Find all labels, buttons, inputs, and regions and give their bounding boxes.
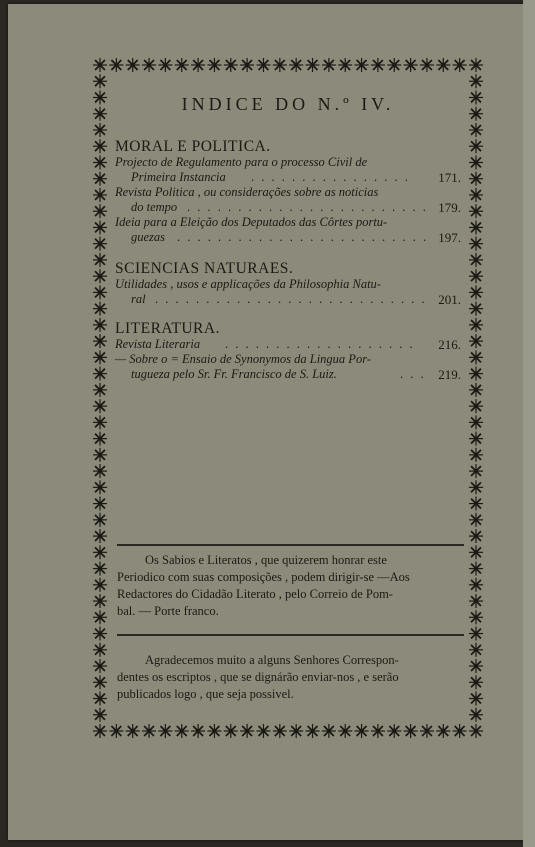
section-literatura <box>115 320 461 382</box>
ornament-star <box>224 724 238 738</box>
ornament-star <box>93 578 107 592</box>
entry-line-2: tugueza pelo Sr. Fr. Francisco de S. Luiz. <box>131 367 337 381</box>
ornament-star <box>93 107 107 121</box>
ornament-star <box>469 545 483 559</box>
ornament-star <box>469 659 483 673</box>
ornament-star <box>338 724 352 738</box>
ornament-star <box>93 708 107 722</box>
ornament-star <box>93 464 107 478</box>
ornament-star <box>469 675 483 689</box>
ornament-star <box>93 155 107 169</box>
page-number: 179. <box>438 200 461 215</box>
ornament-star <box>93 172 107 186</box>
page-number: 201. <box>438 292 461 307</box>
ornament-star <box>469 90 483 104</box>
ornament-star <box>469 464 483 478</box>
entry-line: Ideia para a Eleição dos Deputados das Côrtes portu- <box>115 215 388 229</box>
section-heading: MORAL E POLITICA. <box>115 138 271 155</box>
index-entry <box>115 215 461 245</box>
ornament-star <box>93 383 107 397</box>
ornament-star <box>93 724 107 738</box>
section-heading: LITERATURA. <box>115 320 220 337</box>
ornament-star <box>289 58 303 72</box>
ornament-star <box>453 724 467 738</box>
ornament-star <box>469 204 483 218</box>
ornament-star <box>469 562 483 576</box>
ornament-star <box>469 253 483 267</box>
ornament-star <box>256 724 270 738</box>
page-number: 219. <box>438 367 461 382</box>
ornament-star <box>191 58 205 72</box>
ornament-star <box>469 269 483 283</box>
ornament-star <box>93 448 107 462</box>
ornament-star <box>93 237 107 251</box>
ornament-star <box>93 529 107 543</box>
ornament-star <box>93 58 107 72</box>
ornament-star <box>109 724 123 738</box>
entry-line-2: ral <box>131 292 146 306</box>
ornament-star <box>175 58 189 72</box>
ornament-star <box>469 627 483 641</box>
leader-dots: . . . . . . . . . . . . . . . . . . . <box>225 337 415 351</box>
index-entry <box>115 277 461 307</box>
ornament-star <box>469 74 483 88</box>
page-edge <box>523 0 535 847</box>
ornament-star <box>93 350 107 364</box>
ornament-star <box>93 562 107 576</box>
ornament-star <box>469 383 483 397</box>
ornament-star <box>469 643 483 657</box>
ornament-star <box>93 139 107 153</box>
entry-line-2: guezas <box>131 230 166 244</box>
ornament-star <box>404 724 418 738</box>
leader-dots: . . . . . . . . . . . . . . . . . . . . . . . . <box>187 200 428 214</box>
divider-rule <box>117 544 464 546</box>
ornament-star <box>469 415 483 429</box>
entry-line: Revista Literaria <box>115 337 201 351</box>
section-sciencias-naturaes <box>115 260 461 307</box>
ornament-star <box>93 334 107 348</box>
ornament-star <box>93 90 107 104</box>
ornament-star <box>436 58 450 72</box>
ornament-star <box>469 692 483 706</box>
ornament-star <box>469 123 483 137</box>
ornament-star <box>158 58 172 72</box>
notice-line: Os Sabios e Literatos , que quizerem honrar este <box>145 553 387 567</box>
ornament-star <box>469 480 483 494</box>
ornament-star <box>469 399 483 413</box>
leader-dots: . . . . . . . . . . . . . . . . . . . . . . . . . . . <box>155 292 427 306</box>
ornament-star <box>469 285 483 299</box>
ornament-star <box>93 675 107 689</box>
ornament-star <box>469 594 483 608</box>
ornament-star <box>224 58 238 72</box>
ornament-star <box>93 497 107 511</box>
ornament-star <box>93 302 107 316</box>
ornament-star <box>469 610 483 624</box>
section-heading: SCIENCIAS NATURAES. <box>115 260 294 277</box>
ornament-star <box>469 497 483 511</box>
entry-line-2: do tempo <box>131 200 178 214</box>
ornament-star <box>93 204 107 218</box>
ornament-star <box>469 139 483 153</box>
leader-dots: . . . . . . . . . . . . . . . . <box>251 170 410 184</box>
notice-line: publicados logo , que seja possivel. <box>117 687 294 701</box>
ornament-star <box>93 367 107 381</box>
ornament-star <box>93 610 107 624</box>
ornament-star <box>306 724 320 738</box>
ornament-star <box>207 58 221 72</box>
ornament-star <box>93 123 107 137</box>
ornament-star <box>469 578 483 592</box>
ornament-star <box>93 627 107 641</box>
ornament-star <box>469 188 483 202</box>
page-number: 197. <box>438 230 461 245</box>
notice-line: Periodico com suas composições , podem dirigir-se —Aos <box>117 570 410 584</box>
ornament-star <box>256 58 270 72</box>
ornament-star <box>469 350 483 364</box>
ornament-star <box>93 285 107 299</box>
notice-line: dentes os escriptos , que se dignárão enviar-nos , e serão <box>117 670 399 684</box>
page-title: INDICE DO N.º IV. <box>181 94 395 114</box>
page-number: 171. <box>438 170 461 185</box>
entry-line: Revista Politica , ou considerações sobre as noticias <box>115 185 379 199</box>
ornament-star <box>306 58 320 72</box>
ornament-star <box>191 724 205 738</box>
ornament-star <box>469 220 483 234</box>
ornament-star <box>273 724 287 738</box>
notice-thanks <box>117 652 464 703</box>
ornament-star <box>469 708 483 722</box>
section-moral-politica <box>115 138 461 245</box>
ornament-star <box>126 58 140 72</box>
ornament-star <box>469 302 483 316</box>
ornament-star <box>469 724 483 738</box>
ornament-star <box>93 594 107 608</box>
ornament-star <box>469 513 483 527</box>
ornament-star <box>404 58 418 72</box>
ornament-star <box>93 513 107 527</box>
ornament-star <box>469 318 483 332</box>
entry-line: Utilidades , usos e applicações da Philosophia Natu- <box>115 277 381 291</box>
ornament-star <box>469 448 483 462</box>
ornament-star <box>469 334 483 348</box>
ornament-star <box>436 724 450 738</box>
ornament-star <box>93 318 107 332</box>
ornament-star <box>175 724 189 738</box>
ornament-star <box>387 58 401 72</box>
leader-dots: . . . . . . . . . . . . . . . . . . . . . . . . . <box>177 230 429 244</box>
ornament-star <box>469 107 483 121</box>
ornament-star <box>420 724 434 738</box>
ornament-star <box>338 58 352 72</box>
ornament-star <box>273 58 287 72</box>
ornament-star <box>93 415 107 429</box>
ornament-star <box>93 399 107 413</box>
index-entry <box>115 352 461 382</box>
ornament-star <box>322 58 336 72</box>
ornament-star <box>469 367 483 381</box>
ornament-star <box>93 432 107 446</box>
ornament-star <box>93 74 107 88</box>
ornament-star <box>240 724 254 738</box>
index-entry <box>115 337 461 352</box>
ornament-star <box>93 545 107 559</box>
index-entry <box>115 185 461 215</box>
ornament-star <box>469 155 483 169</box>
notice-line: bal. — Porte franco. <box>117 604 219 618</box>
ornament-star <box>93 269 107 283</box>
ornament-star <box>355 58 369 72</box>
ornament-star <box>158 724 172 738</box>
ornament-star <box>93 692 107 706</box>
ornament-star <box>469 237 483 251</box>
ornament-star <box>93 253 107 267</box>
ornament-star <box>240 58 254 72</box>
ornament-star <box>93 220 107 234</box>
ornament-star <box>469 58 483 72</box>
ornament-star <box>109 58 123 72</box>
entry-line: — Sobre o = Ensaio de Synonymos da Lingua Por- <box>115 352 371 366</box>
ornament-star <box>142 58 156 72</box>
ornament-star <box>93 188 107 202</box>
ornament-star <box>207 724 221 738</box>
ornament-star <box>93 480 107 494</box>
ornament-star <box>126 724 140 738</box>
ornament-star <box>469 172 483 186</box>
ornament-star <box>469 529 483 543</box>
ornament-star <box>355 724 369 738</box>
ornament-star <box>371 724 385 738</box>
notice-contributors <box>117 552 464 620</box>
ornament-star <box>420 58 434 72</box>
entry-line: Projecto de Regulamento para o processo Civil de <box>115 155 368 169</box>
ornament-star <box>453 58 467 72</box>
ornament-star <box>289 724 303 738</box>
leader-dots: . . . <box>400 367 426 381</box>
ornament-star <box>469 432 483 446</box>
index-entry <box>115 155 461 185</box>
notice-line: Agradecemos muito a alguns Senhores Correspon- <box>145 653 399 667</box>
ornament-star <box>93 643 107 657</box>
ornament-star <box>93 659 107 673</box>
ornament-star <box>371 58 385 72</box>
ornament-star <box>322 724 336 738</box>
ornament-star <box>387 724 401 738</box>
ornament-star <box>142 724 156 738</box>
notice-line: Redactores do Cidadão Literato , pelo Correio de Pom- <box>117 587 393 601</box>
divider-rule <box>117 634 464 636</box>
entry-line-2: Primeira Instancia <box>131 170 226 184</box>
page-number: 216. <box>438 337 461 352</box>
